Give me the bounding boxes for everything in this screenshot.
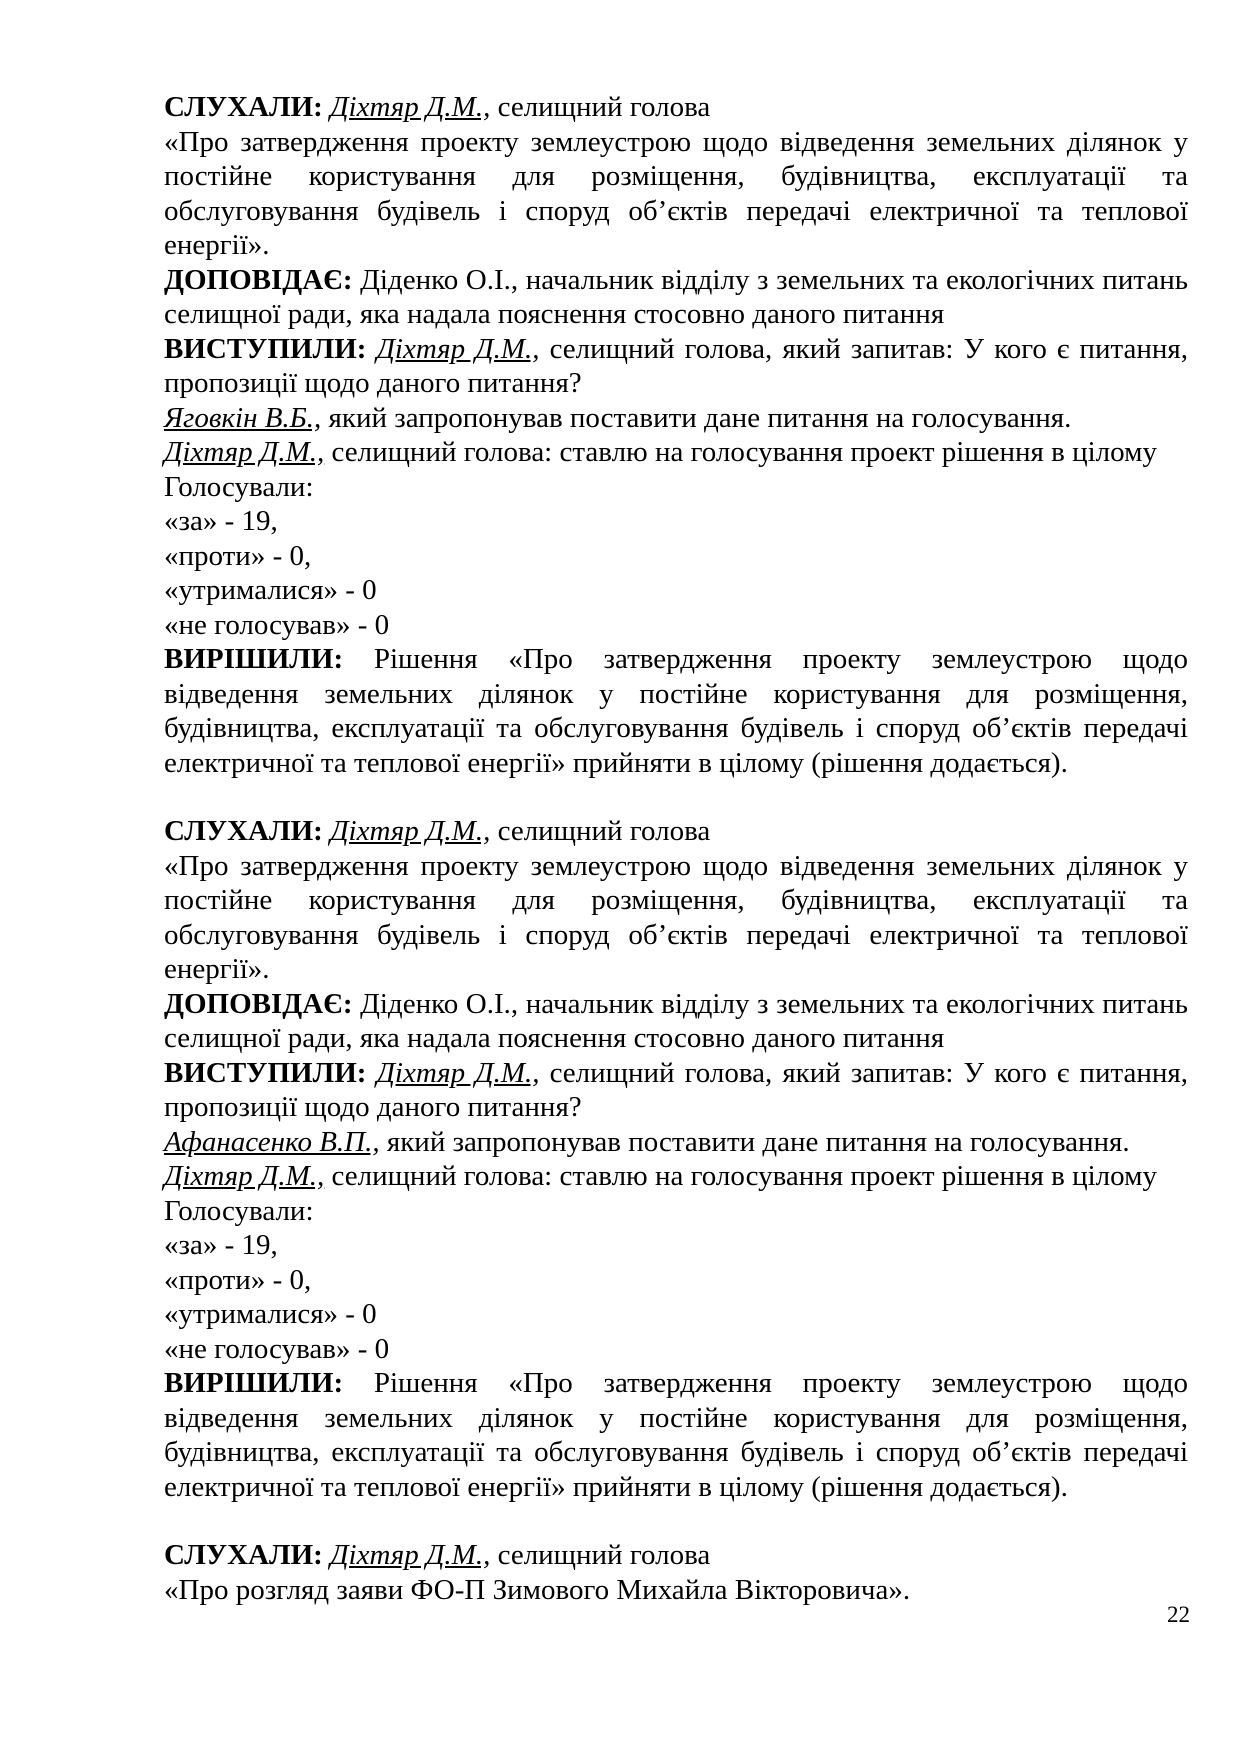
vote-for: «за» - 19, — [164, 1229, 278, 1261]
spoke-line — [164, 1056, 1188, 1125]
decided-line — [164, 1366, 1188, 1504]
spoke-name: Діхтяр Д.М., — [376, 1056, 540, 1089]
reports-label: ДОПОВІДАЄ: — [164, 987, 353, 1020]
spoke-name: Діхтяр Д.М., — [376, 332, 540, 365]
reports-line — [164, 263, 1188, 332]
page-number: 22 — [1167, 1602, 1190, 1627]
proposer-line — [164, 401, 1188, 436]
chair-name: Діхтяр Д.М., — [164, 436, 325, 468]
spoke-line — [164, 332, 1188, 401]
vote-for: «за» - 19, — [164, 505, 278, 537]
item-title: «Про затвердження проекту землеустрою щодо відведення земельних ділянок у постійне користування для розміщення, будівництва, експлуатації та обслуговування будівель і споруд об’єктів передачі електричної та теплової енергії». — [164, 125, 1188, 261]
agenda-item-3 — [164, 1538, 1188, 1607]
vote-abstained: «утрималися» - 0 — [164, 574, 377, 606]
spoke-text: селищний голова, який запитав: У кого є питання, пропозиції щодо даного питання? — [164, 1056, 1188, 1123]
heard-role: селищний голова — [490, 815, 711, 847]
heard-name: Діхтяр Д.М., — [330, 815, 491, 847]
chair-line — [164, 1159, 1188, 1194]
decided-text: Рішення «Про затвердження проекту землеустрою щодо відведення земельних ділянок у постійне користування для розміщення, будівництва, експлуатації та обслуговування будівель і споруд об’єктів передачі електричної та теплової енергії» прийняти в цілому (рішення додається). — [164, 643, 1188, 779]
heard-line — [164, 1538, 1188, 1573]
heard-label: СЛУХАЛИ: — [164, 815, 323, 847]
voted-label: Голосували: — [164, 1194, 314, 1227]
heard-label: СЛУХАЛИ: — [164, 91, 323, 123]
vote-against: «проти» - 0, — [164, 1263, 312, 1296]
agenda-item-1 — [164, 90, 1188, 780]
decided-text: Рішення «Про затвердження проекту землеустрою щодо відведення земельних ділянок у постійне користування для розміщення, будівництва, експлуатації та обслуговування будівель і споруд об’єктів передачі електричної та теплової енергії» прийняти в цілому (рішення додається). — [164, 1367, 1188, 1503]
vote-against: «проти» - 0, — [164, 539, 312, 572]
proposer-name: Афанасенко В.П., — [164, 1125, 380, 1158]
document-page — [164, 90, 1188, 1641]
chair-text: селищний голова: ставлю на голосування проект рішення в цілому — [324, 436, 1157, 468]
agenda-item-2 — [164, 814, 1188, 1504]
proposer-name: Яговкін В.Б., — [164, 401, 322, 434]
vote-not-voted: «не голосував» - 0 — [164, 608, 390, 641]
decided-line — [164, 642, 1188, 780]
reports-text: Діденко О.І., начальник відділу з земельних та екологічних питань селищної ради, яка надала пояснення стосовно даного питання — [164, 263, 1188, 330]
spoke-label: ВИСТУПИЛИ: — [164, 332, 367, 365]
heard-name: Діхтяр Д.М., — [330, 91, 491, 123]
reports-line — [164, 987, 1188, 1056]
proposer-text: який запропонував поставити дане питання на голосування. — [379, 1125, 1130, 1158]
proposer-line — [164, 1125, 1188, 1160]
chair-name: Діхтяр Д.М., — [164, 1160, 325, 1192]
reports-label: ДОПОВІДАЄ: — [164, 263, 353, 296]
item-title: «Про затвердження проекту землеустрою щодо відведення земельних ділянок у постійне користування для розміщення, будівництва, експлуатації та обслуговування будівель і споруд об’єктів передачі електричної та теплової енергії». — [164, 849, 1188, 985]
item-title: «Про розгляд заяви ФО-П Зимового Михайла Вікторовича». — [164, 1573, 911, 1606]
reports-text: Діденко О.І., начальник відділу з земельних та екологічних питань селищної ради, яка надала пояснення стосовно даного питання — [164, 987, 1188, 1054]
heard-line — [164, 814, 1188, 849]
spoke-label: ВИСТУПИЛИ: — [164, 1056, 367, 1089]
vote-abstained: «утрималися» - 0 — [164, 1298, 377, 1330]
heard-line — [164, 90, 1188, 125]
heard-name: Діхтяр Д.М., — [330, 1539, 491, 1571]
chair-line — [164, 435, 1188, 470]
proposer-text: який запропонував поставити дане питання на голосування. — [321, 401, 1072, 434]
spoke-text: селищний голова, який запитав: У кого є питання, пропозиції щодо даного питання? — [164, 332, 1188, 399]
decided-label: ВИРІШИЛИ: — [164, 643, 344, 675]
voted-label: Голосували: — [164, 470, 314, 503]
decided-label: ВИРІШИЛИ: — [164, 1367, 344, 1399]
heard-role: селищний голова — [490, 91, 711, 123]
heard-label: СЛУХАЛИ: — [164, 1539, 323, 1571]
heard-role: селищний голова — [490, 1539, 711, 1571]
vote-not-voted: «не голосував» - 0 — [164, 1332, 390, 1365]
chair-text: селищний голова: ставлю на голосування проект рішення в цілому — [324, 1160, 1157, 1192]
